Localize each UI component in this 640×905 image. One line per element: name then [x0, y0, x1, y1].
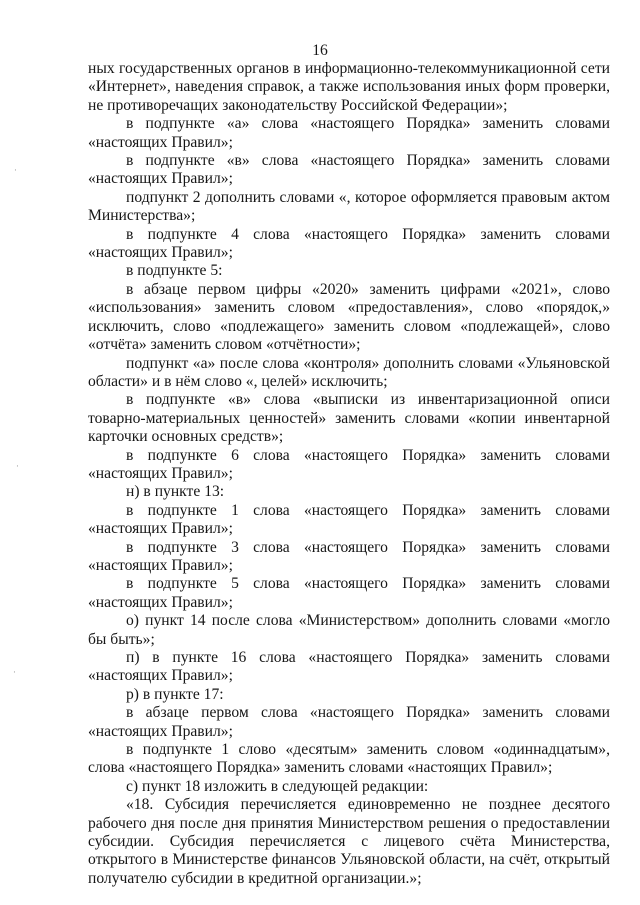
paragraph: в подпункте 5:: [126, 262, 223, 280]
paragraph: ных государственных органов в информационно-телекоммуникационной сети «Интернет», наведения справок, а также использования иных форм проверки, не противоречащих законодательству Российской Федерации»;: [88, 60, 610, 114]
paragraph: в подпункте 3 слова «настоящего Порядка» заменить словами «настоящих Правил»;: [88, 538, 610, 574]
paragraph: в подпункте 4 слова «настоящего Порядка» заменить словами «настоящих Правил»;: [88, 225, 610, 262]
paragraph: в подпункте «в» слова «выписки из инвентаризационной описи товарно-материальных ценностей» заменить словами «копии инвентарной карточки основных средств»;: [88, 391, 610, 446]
paragraph: о) пункт 14 после слова «Министерством» дополнить словами «могло бы быть»;: [88, 612, 610, 648]
scan-mark: ·: [13, 668, 16, 678]
paragraph: подпункт «а» после слова «контроля» дополнить словами «Ульяновской области» и в нём слово «, целей» исключить;: [88, 354, 610, 390]
scan-mark: ·: [16, 462, 19, 472]
paragraph: в подпункте 6 слова «настоящего Порядка» заменить словами «настоящих Правил»;: [88, 446, 610, 482]
paragraph: в подпункте 5 слова «настоящего Порядка» заменить словами «настоящих Правил»;: [88, 575, 610, 611]
document-body: [88, 60, 610, 888]
paragraph: н) в пункте 13:: [126, 483, 225, 501]
paragraph: «18. Субсидия перечисляется единовременно не позднее десятого рабочего дня после дня принятия Министерством решения о предоставлении субсидии. Субсидия перечисляется с лицевого счёта Министерства, открытого в Министерстве финансов Ульяновской области, на счёт, открытый получателю субсидии в кредитной организации.»;: [88, 796, 610, 887]
paragraph: р) в пункте 17:: [126, 685, 224, 703]
paragraph: в подпункте «в» слова «настоящего Порядка» заменить словами «настоящих Правил»;: [88, 152, 610, 188]
paragraph: в подпункте 1 слова «настоящего Порядка» заменить словами «настоящих Правил»;: [88, 501, 610, 538]
paragraph: в абзаце первом цифры «2020» заменить цифрами «2021», слово «использования» заменить словом «предоставления», слово «порядок,» исключить, слово «подлежащего» заменить словом «подлежащей», слово «отчёта» заменить словом «отчётности»;: [88, 280, 610, 354]
paragraph: с) пункт 18 изложить в следующей редакции:: [126, 777, 429, 795]
paragraph: в абзаце первом слова «настоящего Порядка» заменить словами «настоящих Правил»;: [88, 704, 610, 740]
paragraph: в подпункте «а» слова «настоящего Порядка» заменить словами «настоящих Правил»;: [88, 115, 610, 151]
paragraph: в подпункте 1 слово «десятым» заменить словом «одиннадцатым», слова «настоящего Порядка» заменить словами «настоящих Правил»;: [88, 741, 610, 777]
paragraph: п) в пункте 16 слова «настоящего Порядка» заменить словами «настоящих Правил»;: [88, 649, 610, 685]
paragraph: подпункт 2 дополнить словами «, которое оформляется правовым актом Министерства»;: [88, 188, 610, 225]
page-number: 16: [312, 42, 328, 59]
scan-mark: ·: [14, 166, 17, 176]
